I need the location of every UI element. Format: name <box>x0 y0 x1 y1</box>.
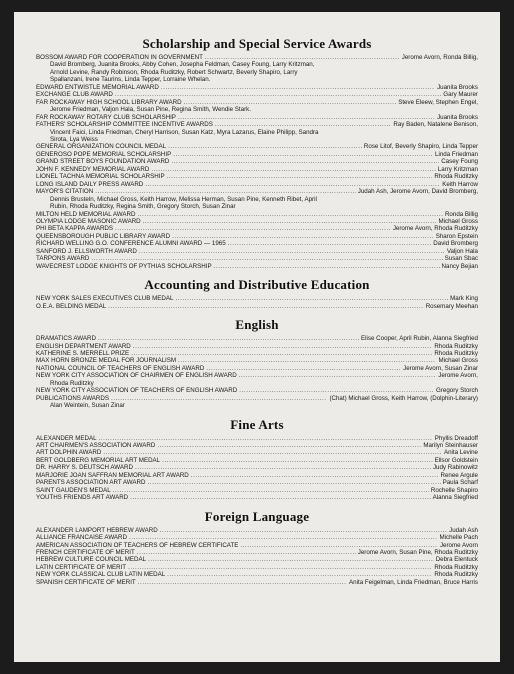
dot-leader <box>160 527 447 534</box>
award-line <box>36 395 478 402</box>
recipients: Nancy Bejian <box>441 262 478 270</box>
award-name: NEW YORK SALES EXECUTIVES CLUB MEDAL <box>36 295 174 303</box>
award-line <box>36 121 478 128</box>
award-entry <box>36 464 478 471</box>
dot-leader <box>162 457 433 464</box>
award-line <box>36 479 478 486</box>
dot-leader <box>175 295 448 302</box>
award-entry <box>36 534 478 541</box>
award-line <box>36 579 478 586</box>
dot-leader <box>167 571 432 578</box>
recipients: Steve Eleew, Stephen Engel, <box>398 98 478 106</box>
recipients-continued: Vincent Faici, Linda Friedman, Cheryl Harrison, Susan Katz, Myra Lazarus, Elaine Philipp, Sandra <box>50 128 319 136</box>
award-line <box>36 54 478 61</box>
award-name: ALLIANCE FRANCAISE AWARD <box>36 534 127 542</box>
award-line <box>36 143 478 150</box>
recipients: Linda Friedman <box>435 150 478 158</box>
section-english <box>36 317 478 410</box>
award-entry <box>36 211 478 218</box>
award-line <box>36 166 478 173</box>
award-line <box>36 534 478 541</box>
award-name: EXCHANGE CLUB AWARD <box>36 91 113 99</box>
recipients: Ellsor Goldstein <box>434 456 478 464</box>
dot-leader <box>168 143 362 150</box>
award-name: FAR ROCKAWAY HIGH SCHOOL LIBRARY AWARD <box>36 98 182 106</box>
dot-leader <box>98 335 359 342</box>
award-entry <box>36 99 478 114</box>
award-name: NATIONAL COUNCIL OF TEACHERS OF ENGLISH AWARD <box>36 364 205 372</box>
recipients: Keith Harrow <box>442 180 478 188</box>
award-name: GENEROSO POPE MEMORIAL SCHOLARSHIP <box>36 150 172 158</box>
award-line <box>36 240 478 247</box>
award-name: WAVECREST LODGE KNIGHTS OF PYTHIAS SCHOLARSHIP <box>36 262 212 270</box>
recipients: Paula Scharf <box>442 479 478 487</box>
section-accounting-and-distributive-education <box>36 277 478 310</box>
award-name: KATHERINE S. MERRELL PRIZE <box>36 349 130 357</box>
award-entry <box>36 343 478 350</box>
award-name: GENERAL ORGANIZATION COUNCIL MEDAL <box>36 143 167 151</box>
award-line <box>36 372 478 379</box>
section-heading: Scholarship and Special Service Awards <box>142 36 372 51</box>
award-entry <box>36 335 478 342</box>
award-entry <box>36 143 478 150</box>
dot-leader <box>206 365 401 372</box>
award-entry <box>36 114 478 121</box>
section-heading: Accounting and Distributive Education <box>144 277 370 293</box>
dot-leader <box>215 121 392 128</box>
recipients: (Chat) Michael Gross, Keith Harrow, (Dolphin-Literary) <box>329 394 478 402</box>
award-name: PARENTS ASSOCIATION ART AWARD <box>36 479 146 487</box>
recipients: Ray Baden, Natalene Benison, <box>393 121 478 129</box>
dot-leader <box>240 542 438 549</box>
award-name: AMERICAN ASSOCIATION OF TEACHERS OF HEBREW CERTIFICATE <box>36 541 239 549</box>
award-name: FRENCH CERTIFICATE OF MERIT <box>36 549 135 557</box>
award-line <box>36 472 478 479</box>
award-entry <box>36 372 478 387</box>
award-line <box>36 263 478 270</box>
dot-leader <box>115 225 391 232</box>
dot-leader <box>147 479 440 486</box>
recipients: Anita Levine <box>443 449 478 457</box>
award-entry <box>36 487 478 494</box>
award-line <box>36 449 478 456</box>
recipients: David Bromberg <box>433 240 478 248</box>
award-entry <box>36 527 478 534</box>
dot-leader <box>108 303 424 310</box>
section-heading: Fine Arts <box>230 416 284 432</box>
recipients-continued: Arnold Levine, Randy Robinson, Rhoda Ruditzky, Robert Schwartz, Beverly Shapiro, Larry <box>50 68 298 76</box>
award-line <box>36 218 478 225</box>
award-name: SPANISH CERTIFICATE OF MERIT <box>36 578 136 586</box>
award-entry <box>36 54 478 84</box>
award-name: MILTON HELD MEMORIAL AWARD <box>36 210 136 218</box>
dot-leader <box>172 233 434 240</box>
recipients: Jerome Avorn, <box>438 372 478 380</box>
award-name: ENGLISH DEPARTMENT AWARD <box>36 342 131 350</box>
award-entry <box>36 542 478 549</box>
dot-leader <box>228 240 432 247</box>
award-entry <box>36 188 478 210</box>
recipients: Michelle Pach <box>439 534 478 542</box>
recipients-continued: David Bromberg, Juanita Brooks, Abby Cohen, Josepha Feldman, Casey Foung, Larry Kritzman, <box>50 61 315 69</box>
award-name: MAYOR'S CITATION <box>36 188 94 196</box>
dot-leader <box>173 151 433 158</box>
dot-leader <box>143 218 437 225</box>
award-entry <box>36 151 478 158</box>
dot-leader <box>138 579 347 586</box>
award-line <box>36 357 478 364</box>
award-name: NEW YORK CLASSICAL CLUB LATIN MEDAL <box>36 571 166 579</box>
award-entry <box>36 395 478 410</box>
recipients: Rose Litof, Beverly Shapiro, Linda Tepper <box>363 143 478 151</box>
award-line <box>36 233 478 240</box>
recipients: Rhoda Ruditzky <box>434 571 478 579</box>
award-entry <box>36 263 478 270</box>
program-page <box>14 12 500 662</box>
dot-leader <box>148 556 434 563</box>
award-name: DRAMATICS AWARD <box>36 335 96 343</box>
award-entry <box>36 166 478 173</box>
dot-leader <box>191 472 439 479</box>
award-name: JOHN F. KENNEDY MEMORIAL AWARD <box>36 165 150 173</box>
recipients: Judy Rabinowitz <box>432 464 478 472</box>
recipients: Michael Gross <box>438 217 478 225</box>
award-entry <box>36 173 478 180</box>
award-line <box>36 248 478 255</box>
award-entry <box>36 350 478 357</box>
recipients: Alanna Siegfried <box>432 494 478 502</box>
recipients: Juanita Brooks <box>437 113 478 121</box>
award-entry <box>36 571 478 578</box>
section-heading: Foreign Language <box>204 508 310 524</box>
award-line <box>36 365 478 372</box>
award-line <box>36 211 478 218</box>
award-name: PHI BETA KAPPA AWARDS <box>36 225 114 233</box>
recipients: Gregory Storch <box>436 387 478 395</box>
award-entry <box>36 218 478 225</box>
award-entry <box>36 233 478 240</box>
dot-leader <box>139 248 445 255</box>
award-name: OLYMPIA LODGE MASONIC AWARD <box>36 217 141 225</box>
section-foreign-language <box>36 509 478 587</box>
recipients: Debra Elentuck <box>435 556 478 564</box>
award-name: GRAND STREET BOYS FOUNDATION AWARD <box>36 158 170 166</box>
award-name: QUEENSBOROUGH PUBLIC LIBRARY AWARD <box>36 232 171 240</box>
award-entry <box>36 435 478 442</box>
dot-leader <box>137 211 443 218</box>
award-line <box>36 158 478 165</box>
recipients: Rochelle Shapiro <box>430 486 478 494</box>
award-line <box>36 464 478 471</box>
award-name: SANFORD J. ELLSWORTH AWARD <box>36 247 137 255</box>
dot-leader <box>91 255 442 262</box>
recipients-continued: Rubin, Rhoda Ruditzky, Regina Smith, Gregory Storch, Susan Zinar <box>50 203 236 211</box>
dot-leader <box>133 343 433 350</box>
dot-leader <box>184 99 397 106</box>
dot-leader <box>131 350 432 357</box>
award-name: HEBREW CULTURE COUNCIL MEDAL <box>36 556 147 564</box>
award-entry <box>36 84 478 91</box>
dot-leader <box>167 173 433 180</box>
dot-leader <box>239 387 434 394</box>
award-line <box>36 255 478 262</box>
award-line <box>36 181 478 188</box>
award-name: O.E.A. BELDING MEDAL <box>36 302 107 310</box>
award-name: MAX HORN BRONZE MEDAL FOR JOURNALISM <box>36 357 177 365</box>
award-name: RICHARD WELLING G.O. CONFERENCE ALUMNI AWARD — 1965 <box>36 240 226 248</box>
award-name: EDWARD ENTWISTLE MEMORIAL AWARD <box>36 83 159 91</box>
award-name: MARJORIE JOAN SAFFRAN MEMORIAL ART AWARD <box>36 471 189 479</box>
recipients-continued: Spallanzani, Irene Taurins, Linda Tepper, Lorraine Whelan. <box>50 76 211 84</box>
award-name: TARPONS AWARD <box>36 255 90 263</box>
award-name: FATHERS' SCHOLARSHIP COMMITTEE INCENTIVE AWARDS <box>36 121 213 129</box>
award-line <box>36 494 478 501</box>
dot-leader <box>214 263 440 270</box>
award-line <box>36 556 478 563</box>
award-line <box>36 335 478 342</box>
award-entry <box>36 181 478 188</box>
dot-leader <box>128 564 432 571</box>
dot-leader <box>95 188 356 195</box>
dot-leader <box>145 181 440 188</box>
award-name: LATIN CERTIFICATE OF MERIT <box>36 563 127 571</box>
award-entry <box>36 494 478 501</box>
recipients: Marilyn Steinhauser <box>423 442 478 450</box>
dot-leader <box>130 494 430 501</box>
award-line <box>36 114 478 121</box>
award-entry <box>36 472 478 479</box>
recipients: Susan Sbac <box>444 255 478 263</box>
recipients: Mark King <box>450 295 478 303</box>
award-entry <box>36 457 478 464</box>
dot-leader <box>115 91 441 98</box>
award-line <box>36 549 478 556</box>
recipients: Rhoda Ruditzky <box>434 563 478 571</box>
recipients-continued: Sirota, Lya Weiss <box>50 135 98 143</box>
award-name: BOSSOM AWARD FOR COOPERATION IN GOVERNMENT <box>36 54 203 61</box>
recipients: Casey Foung <box>441 158 478 166</box>
award-name: FAR ROCKAWAY ROTARY CLUB SCHOLARSHIP <box>36 113 176 121</box>
award-entry <box>36 158 478 165</box>
recipients-continued: Alan Weintein, Susan Zinar <box>50 402 125 410</box>
recipients: Rosemary Meehan <box>425 302 478 310</box>
recipients: Juanita Brooks <box>437 83 478 91</box>
recipients-continued: Dennis Brusteln, Michael Gross, Keith Harrow, Melissa Herman, Susan Pine, Kenneth Ribet, April <box>50 195 317 203</box>
recipients: Judah Ash <box>449 526 478 534</box>
award-entry <box>36 564 478 571</box>
recipients: Jerome Avorn, Ronda Billig, <box>401 54 478 61</box>
award-entry <box>36 248 478 255</box>
award-line <box>36 487 478 494</box>
award-line <box>36 571 478 578</box>
recipients: Larry Kritzman <box>437 165 478 173</box>
recipients: Jerome Avorn, Susan Zinar <box>403 364 478 372</box>
award-entry <box>36 255 478 262</box>
award-entry <box>36 479 478 486</box>
award-line <box>36 527 478 534</box>
recipients: Sharon Epstein <box>435 232 478 240</box>
dot-leader <box>239 372 437 379</box>
dot-leader <box>129 534 437 541</box>
award-name: DR. HARRY S. DEUTSCH AWARD <box>36 464 133 472</box>
section-fine-arts <box>36 417 478 502</box>
award-entry <box>36 121 478 143</box>
recipients: Judah Ash, Jerome Avorn, David Bromberg, <box>357 188 478 196</box>
award-line <box>36 457 478 464</box>
dot-leader <box>178 114 435 121</box>
recipients: Gary Maurer <box>443 91 478 99</box>
recipients: Michael Gross <box>438 357 478 365</box>
dot-leader <box>178 357 436 364</box>
award-name: NEW YORK CITY ASSOCIATION OF TEACHERS OF ENGLISH AWARD <box>36 387 238 395</box>
dot-leader <box>137 549 356 556</box>
recipients: Jerome Avorn <box>439 541 478 549</box>
section-heading: English <box>235 317 279 333</box>
award-name: YOUTHS FRIENDS ART AWARD <box>36 494 129 502</box>
dot-leader <box>103 449 442 456</box>
award-entry <box>36 240 478 247</box>
recipients: Renee Argule <box>440 471 478 479</box>
award-name: LIONEL TACHNA MEMORIAL SCHOLARSHIP <box>36 173 165 181</box>
dot-leader <box>157 442 421 449</box>
dot-leader <box>161 84 435 91</box>
award-name: PUBLICATIONS AWARDS <box>36 394 109 402</box>
award-line <box>36 173 478 180</box>
award-name: ART DOLPHIN AWARD <box>36 449 102 457</box>
award-entry <box>36 295 478 302</box>
award-entry <box>36 442 478 449</box>
dot-leader <box>171 158 439 165</box>
dot-leader <box>205 54 400 61</box>
award-line <box>36 564 478 571</box>
award-line <box>36 84 478 91</box>
dot-leader <box>113 487 429 494</box>
award-entry <box>36 365 478 372</box>
recipients: Ronda Billig <box>444 210 478 218</box>
recipients: Jerome Avorn, Rhoda Ruditzky <box>392 225 478 233</box>
recipients: Phyllis Dreadoff <box>434 434 478 442</box>
award-entry <box>36 556 478 563</box>
dot-leader <box>151 166 435 173</box>
recipients: Rhoda Ruditzky <box>434 173 478 181</box>
award-line <box>36 387 478 394</box>
award-name: LONG ISLAND DAILY PRESS AWARD <box>36 180 144 188</box>
recipients: Elise Cooper, April Rubin, Alanna Siegfried <box>361 335 478 343</box>
award-line <box>36 350 478 357</box>
award-entry <box>36 91 478 98</box>
dot-leader <box>135 464 431 471</box>
award-name: ART CHAIRMEN'S ASSOCIATION AWARD <box>36 442 156 450</box>
award-entry <box>36 449 478 456</box>
award-line <box>36 99 478 106</box>
recipients: Anita Feigelman, Linda Friedman, Bruce Harris <box>349 578 478 586</box>
award-line <box>36 442 478 449</box>
recipients: Valjon Hala <box>446 247 478 255</box>
award-entry <box>36 357 478 364</box>
dot-leader <box>99 435 433 442</box>
award-line <box>36 225 478 232</box>
dot-leader <box>111 395 327 402</box>
award-line <box>36 542 478 549</box>
recipients-continued: Rhoda Ruditzky <box>50 379 94 387</box>
recipients: Jerome Avorn, Susan Pine, Rhoda Ruditzky <box>357 549 478 557</box>
award-line <box>36 151 478 158</box>
award-line <box>36 295 478 302</box>
recipients: Rhoda Ruditzky <box>434 342 478 350</box>
award-line <box>36 188 478 195</box>
award-name: SAINT GAUDEN'S MEDAL <box>36 486 111 494</box>
recipients-continued: Jerome Friedman, Valjon Hala, Susan Pine, Regina Smith, Wendie Stark. <box>50 106 251 114</box>
award-entry <box>36 549 478 556</box>
award-entry <box>36 303 478 310</box>
award-line <box>36 343 478 350</box>
award-name: ALEXANDER LAMPORT HEBREW AWARD <box>36 526 158 534</box>
award-name: NEW YORK CITY ASSOCIATION OF CHAIRMEN OF ENGLISH AWARD <box>36 372 237 380</box>
award-entry <box>36 225 478 232</box>
award-entry <box>36 387 478 394</box>
award-entry <box>36 579 478 586</box>
award-name: ALEXANDER MEDAL <box>36 434 97 442</box>
award-name: BERT GOLDBERG MEMORIAL ART MEDAL <box>36 456 161 464</box>
recipients: Rhoda Ruditzky <box>434 349 478 357</box>
award-line <box>36 91 478 98</box>
section-scholarship-and-special-service-awards <box>36 36 478 270</box>
award-line <box>36 303 478 310</box>
award-line <box>36 435 478 442</box>
